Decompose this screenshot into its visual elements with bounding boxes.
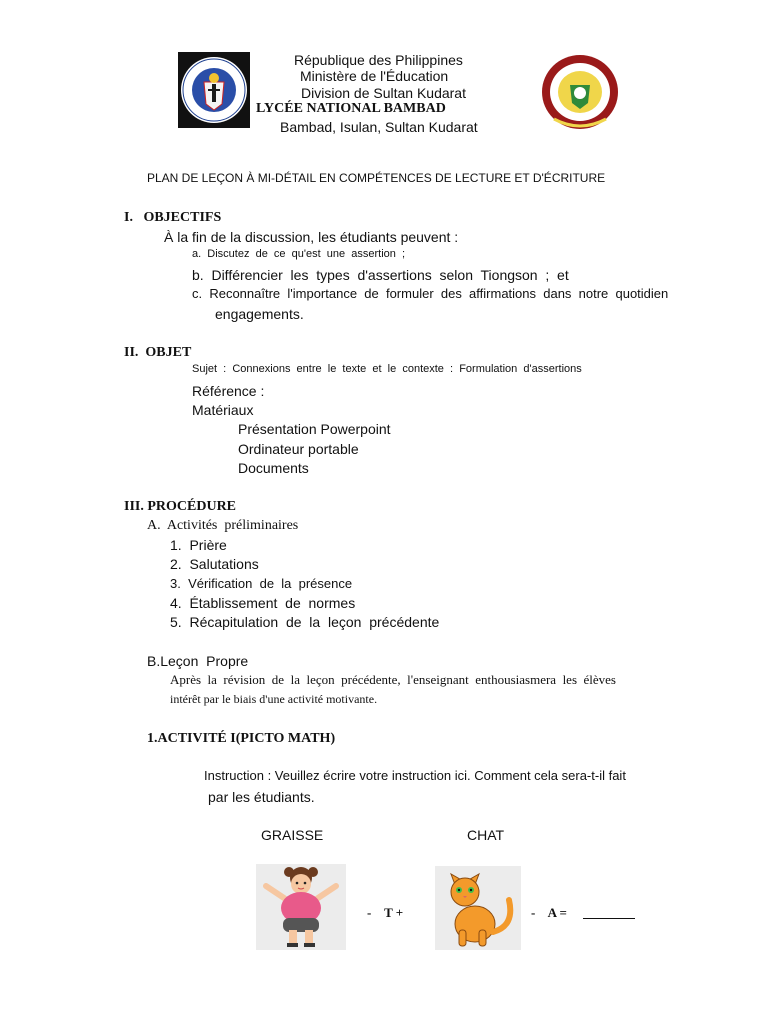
procedure-item: 3. Vérification de la présence <box>170 576 353 591</box>
picto-operator-2: - A = <box>531 905 567 920</box>
header-division: Division de Sultan Kudarat <box>301 85 466 101</box>
objective-c-continued: engagements. <box>215 306 304 322</box>
header-ministry: Ministère de l'Éducation <box>300 68 449 84</box>
objective-a: a. Discutez de ce qu'est une assertion ; <box>192 248 406 260</box>
lesson-proper-text: Après la révision de la leçon précédente, l'enseignant enthousiasmera les élèves <box>170 672 616 687</box>
objectives-heading: I. OBJECTIFS <box>124 210 222 225</box>
object-materials: Matériaux <box>192 402 254 418</box>
object-heading: II. OBJET <box>124 345 192 360</box>
lesson-proper-heading: B.Leçon Propre <box>147 653 249 669</box>
header-republic: République des Philippines <box>294 52 463 68</box>
header-school-name: LYCÉE NATIONAL BAMBAD <box>256 101 446 116</box>
picto-word-2: CHAT <box>467 827 505 843</box>
material-item: Ordinateur portable <box>238 441 359 457</box>
procedure-item: 5. Récapitulation de la leçon précédente <box>170 614 440 630</box>
objective-c: c. Reconnaître l'importance de formuler des affirmations dans notre quotidien <box>192 286 669 301</box>
procedure-item: 1. Prière <box>170 537 227 553</box>
objective-b: b. Différencier les types d'assertions selon Tiongson ; et <box>192 267 569 283</box>
answer-blank[interactable] <box>583 906 635 919</box>
deped-seal <box>178 52 250 128</box>
activity-instruction-continued: par les étudiants. <box>208 789 315 805</box>
picto-image-cat <box>435 866 521 950</box>
procedure-item: 4. Établissement de normes <box>170 595 356 611</box>
picto-image-fat-girl <box>256 864 346 950</box>
document-title: PLAN DE LEÇON À MI-DÉTAIL EN COMPÉTENCES DE LECTURE ET D'ÉCRITURE <box>147 171 606 185</box>
picto-operator-1: - T + <box>367 905 404 920</box>
material-item: Documents <box>238 460 309 476</box>
header-address: Bambad, Isulan, Sultan Kudarat <box>280 119 478 135</box>
activity-heading: 1.ACTIVITÉ I(PICTO MATH) <box>147 731 336 746</box>
activity-instruction: Instruction : Veuillez écrire votre instruction ici. Comment cela sera-t-il fait <box>204 768 626 783</box>
lesson-proper-text-continued: intérêt par le biais d'une activité motivante. <box>170 692 378 706</box>
procedure-heading: III. PROCÉDURE <box>124 499 237 514</box>
objectives-intro: À la fin de la discussion, les étudiants peuvent : <box>164 229 459 245</box>
preliminary-activities-heading: A. Activités préliminaires <box>147 518 299 533</box>
picto-word-1: GRAISSE <box>261 827 324 843</box>
material-item: Présentation Powerpoint <box>238 421 391 437</box>
object-subject: Sujet : Connexions entre le texte et le contexte : Formulation d'assertions <box>192 363 582 375</box>
object-reference: Référence : <box>192 383 265 399</box>
school-seal <box>540 53 620 131</box>
procedure-item: 2. Salutations <box>170 556 259 572</box>
